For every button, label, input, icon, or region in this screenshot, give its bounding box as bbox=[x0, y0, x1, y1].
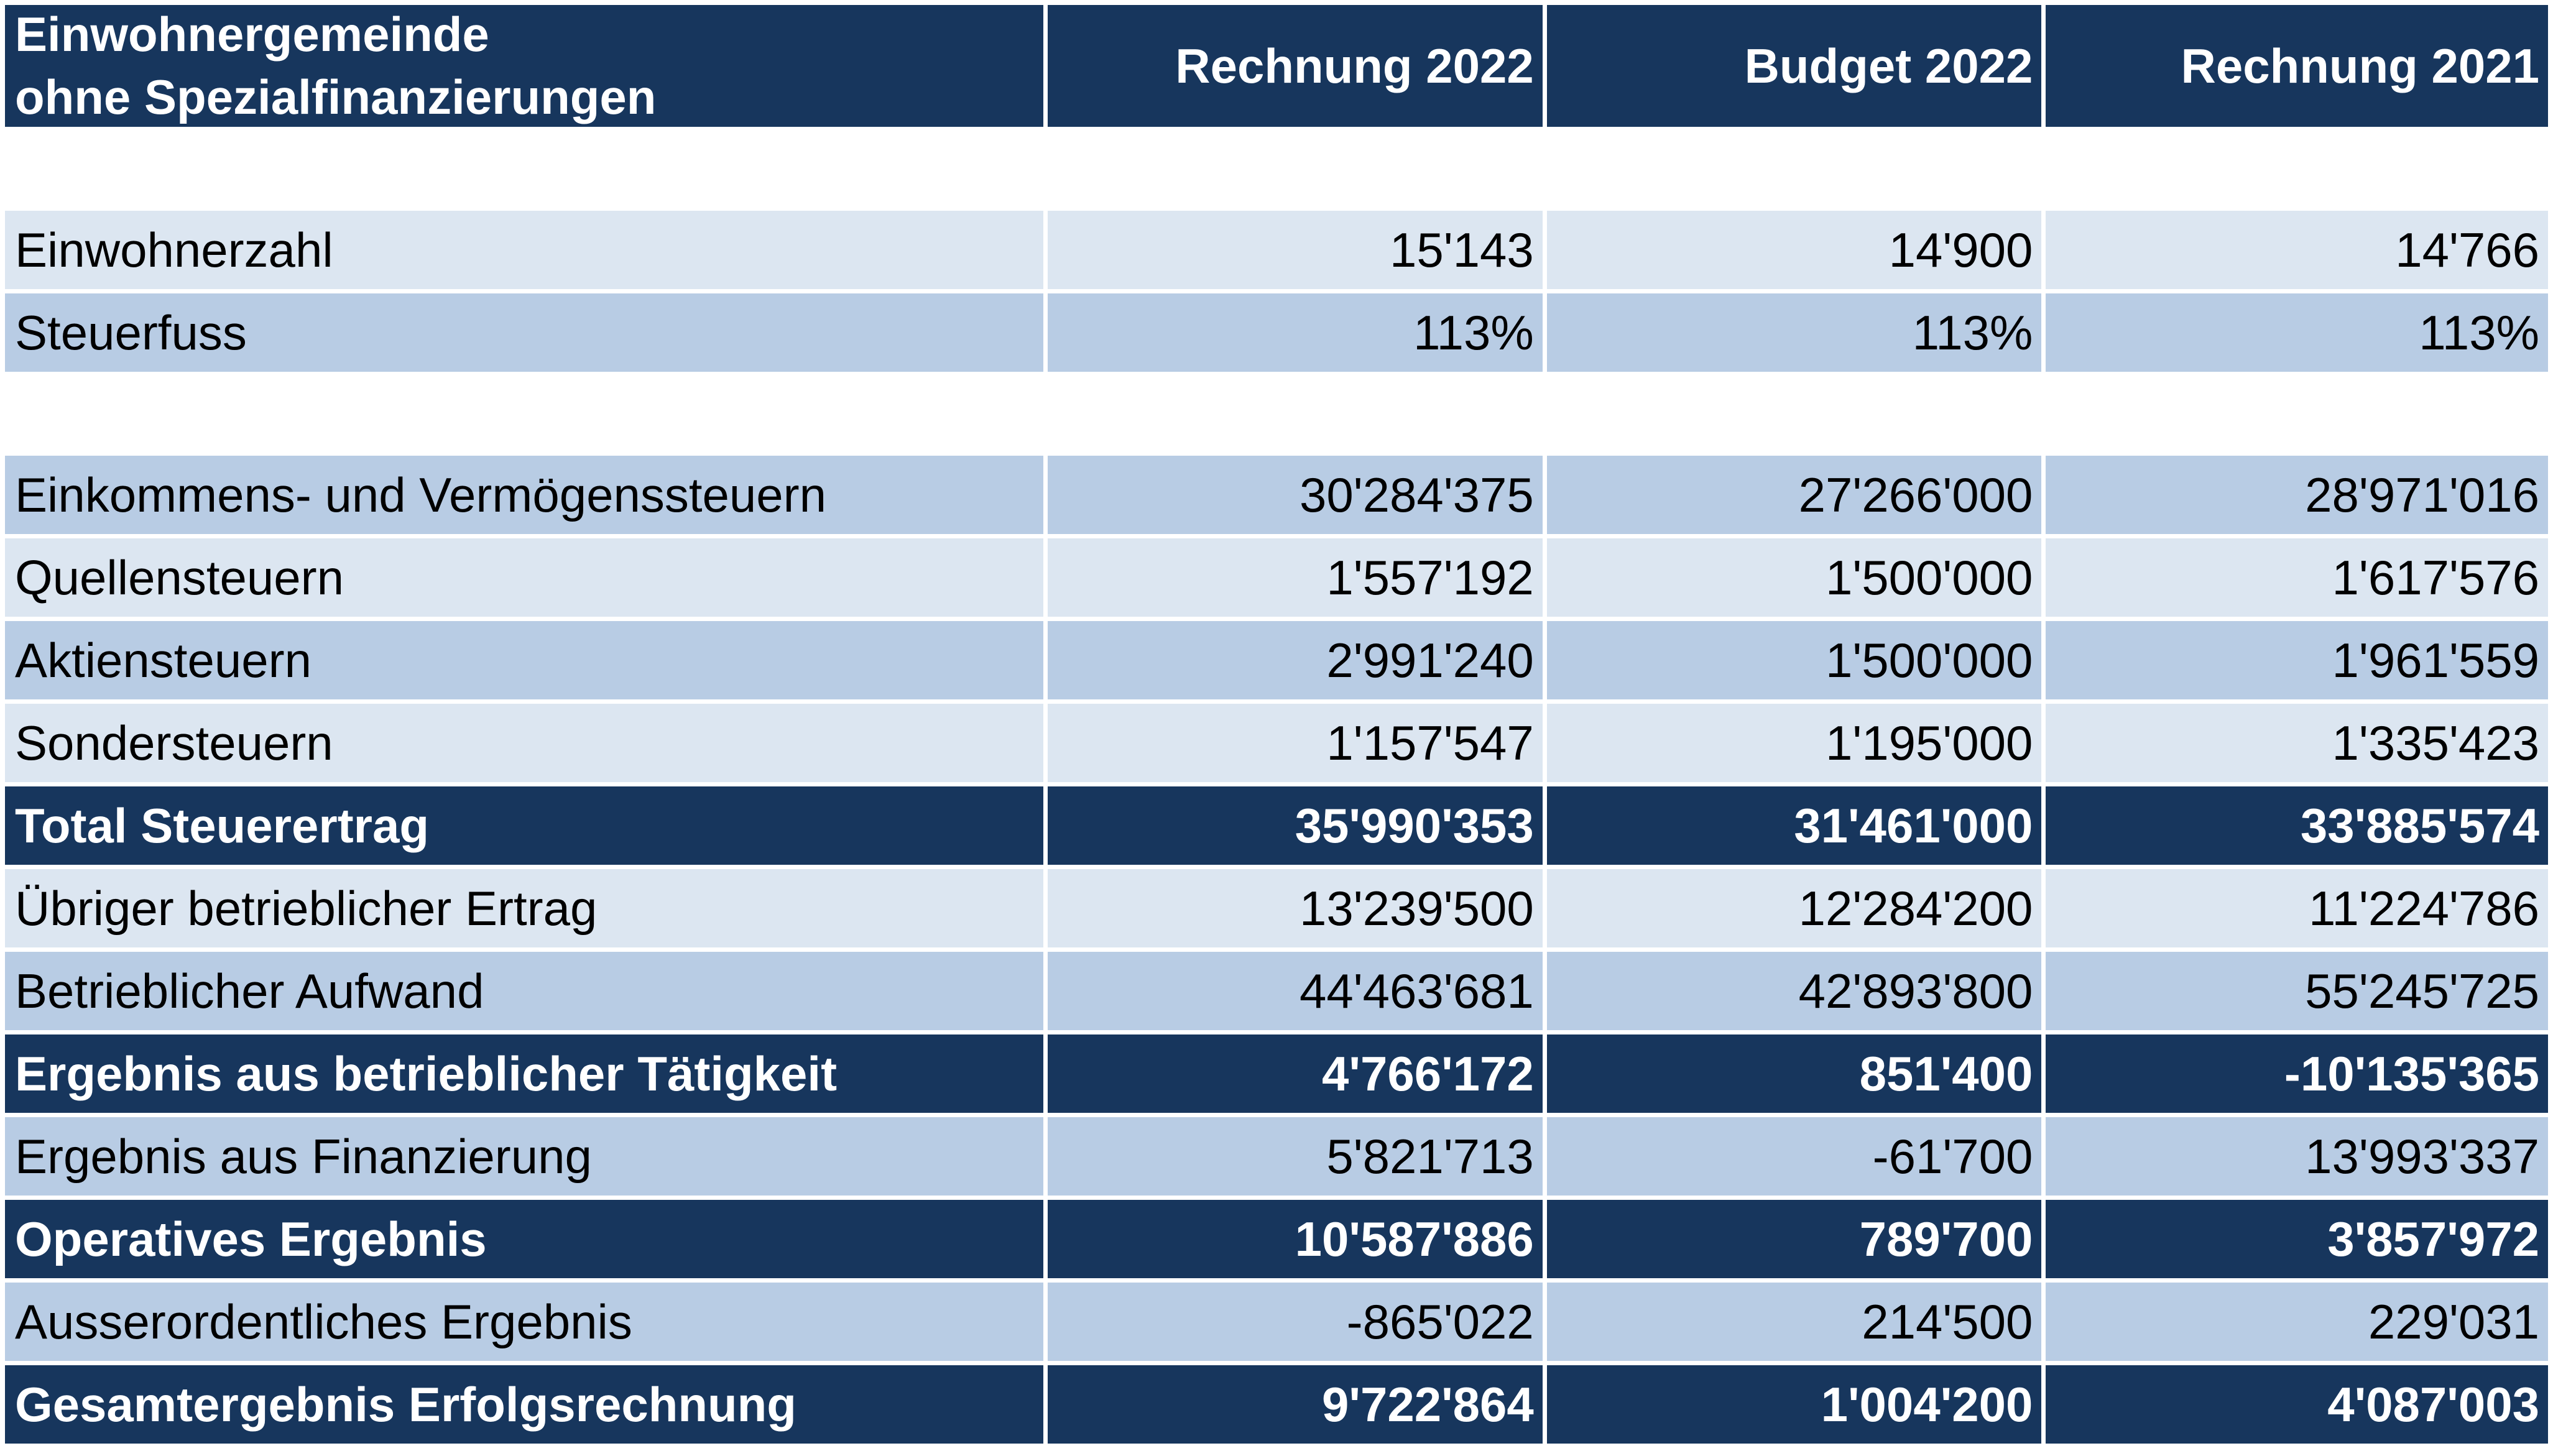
row-value-rechnung-2021: 13'993'337 bbox=[2046, 1117, 2548, 1196]
row-value-budget-2022: 851'400 bbox=[1547, 1034, 2042, 1113]
row-value-rechnung-2022: 35'990'353 bbox=[1048, 786, 1543, 865]
row-value-budget-2022: 12'284'200 bbox=[1547, 869, 2042, 947]
row-value-rechnung-2022: 10'587'886 bbox=[1048, 1200, 1543, 1278]
row-value-budget-2022: 14'900 bbox=[1547, 211, 2042, 289]
row-value-budget-2022: 31'461'000 bbox=[1547, 786, 2042, 865]
row-value-rechnung-2022: 5'821'713 bbox=[1048, 1117, 1543, 1196]
row-value-rechnung-2022: 2'991'240 bbox=[1048, 621, 1543, 699]
table-row-ergebnis-betrieblich bbox=[5, 1034, 2548, 1113]
row-label: Ausserordentliches Ergebnis bbox=[5, 1283, 1043, 1361]
header-rechnung-2021: Rechnung 2021 bbox=[2046, 5, 2548, 127]
row-label: Betrieblicher Aufwand bbox=[5, 952, 1043, 1030]
row-value-rechnung-2021: 1'961'559 bbox=[2046, 621, 2548, 699]
row-value-rechnung-2021: 1'617'576 bbox=[2046, 538, 2548, 617]
row-value-budget-2022: 1'500'000 bbox=[1547, 621, 2042, 699]
row-value-rechnung-2021: 1'335'423 bbox=[2046, 704, 2548, 782]
row-value-rechnung-2022: 113% bbox=[1048, 293, 1543, 372]
row-label: Operatives Ergebnis bbox=[5, 1200, 1043, 1278]
header-title-line1: Einwohnergemeinde bbox=[15, 6, 489, 62]
table-row-total-steuerertrag bbox=[5, 786, 2548, 865]
row-label: Ergebnis aus Finanzierung bbox=[5, 1117, 1043, 1196]
row-label: Einkommens- und Vermögenssteuern bbox=[5, 456, 1043, 534]
header-title-cell bbox=[5, 5, 1043, 127]
row-value-rechnung-2021: 229'031 bbox=[2046, 1283, 2548, 1361]
row-value-budget-2022: 1'500'000 bbox=[1547, 538, 2042, 617]
row-value-rechnung-2022: 1'557'192 bbox=[1048, 538, 1543, 617]
row-value-rechnung-2022: 13'239'500 bbox=[1048, 869, 1543, 947]
table-header-row bbox=[5, 5, 2548, 127]
row-value-budget-2022: -61'700 bbox=[1547, 1117, 2042, 1196]
table-row-einwohnerzahl bbox=[5, 211, 2548, 289]
row-value-rechnung-2021: 3'857'972 bbox=[2046, 1200, 2548, 1278]
table-row-sondersteuern bbox=[5, 704, 2548, 782]
row-label: Quellensteuern bbox=[5, 538, 1043, 617]
row-value-rechnung-2021: 33'885'574 bbox=[2046, 786, 2548, 865]
row-label: Gesamtergebnis Erfolgsrechnung bbox=[5, 1365, 1043, 1444]
row-value-budget-2022: 214'500 bbox=[1547, 1283, 2042, 1361]
row-value-rechnung-2022: 1'157'547 bbox=[1048, 704, 1543, 782]
row-value-rechnung-2021: 11'224'786 bbox=[2046, 869, 2548, 947]
table-row-operatives-ergebnis bbox=[5, 1200, 2548, 1278]
table-row-uebriger-ertrag bbox=[5, 869, 2548, 947]
row-value-rechnung-2021: 55'245'725 bbox=[2046, 952, 2548, 1030]
row-label: Sondersteuern bbox=[5, 704, 1043, 782]
row-label: Aktiensteuern bbox=[5, 621, 1043, 699]
row-value-rechnung-2021: 4'087'003 bbox=[2046, 1365, 2548, 1444]
row-label: Total Steuerertrag bbox=[5, 786, 1043, 865]
table-row-steuerfuss bbox=[5, 293, 2548, 372]
row-value-rechnung-2021: -10'135'365 bbox=[2046, 1034, 2548, 1113]
header-rechnung-2022: Rechnung 2022 bbox=[1048, 5, 1543, 127]
row-value-budget-2022: 1'195'000 bbox=[1547, 704, 2042, 782]
row-label: Ergebnis aus betrieblicher Tätigkeit bbox=[5, 1034, 1043, 1113]
spacer-row bbox=[5, 376, 2548, 456]
row-value-rechnung-2021: 28'971'016 bbox=[2046, 456, 2548, 534]
row-value-rechnung-2022: -865'022 bbox=[1048, 1283, 1543, 1361]
row-value-rechnung-2022: 30'284'375 bbox=[1048, 456, 1543, 534]
row-label: Steuerfuss bbox=[5, 293, 1043, 372]
table-row-ergebnis-finanzierung bbox=[5, 1117, 2548, 1196]
table-row-quellensteuern bbox=[5, 538, 2548, 617]
row-label: Einwohnerzahl bbox=[5, 211, 1043, 289]
row-label: Übriger betrieblicher Ertrag bbox=[5, 869, 1043, 947]
table-row-ausserordentliches-ergebnis bbox=[5, 1283, 2548, 1361]
row-value-rechnung-2021: 14'766 bbox=[2046, 211, 2548, 289]
row-value-rechnung-2021: 113% bbox=[2046, 293, 2548, 372]
row-value-budget-2022: 113% bbox=[1547, 293, 2042, 372]
row-value-budget-2022: 42'893'800 bbox=[1547, 952, 2042, 1030]
row-value-rechnung-2022: 44'463'681 bbox=[1048, 952, 1543, 1030]
spacer-row bbox=[5, 131, 2548, 211]
financial-summary-table bbox=[5, 5, 2548, 1448]
row-value-rechnung-2022: 4'766'172 bbox=[1048, 1034, 1543, 1113]
table-row-einkommenssteuern bbox=[5, 456, 2548, 534]
table-row-aktiensteuern bbox=[5, 621, 2548, 699]
header-budget-2022: Budget 2022 bbox=[1547, 5, 2042, 127]
table-row-gesamtergebnis bbox=[5, 1365, 2548, 1444]
row-value-budget-2022: 789'700 bbox=[1547, 1200, 2042, 1278]
table-row-betrieblicher-aufwand bbox=[5, 952, 2548, 1030]
row-value-rechnung-2022: 15'143 bbox=[1048, 211, 1543, 289]
row-value-budget-2022: 1'004'200 bbox=[1547, 1365, 2042, 1444]
header-title-line2: ohne Spezialfinanzierungen bbox=[15, 70, 657, 124]
row-value-budget-2022: 27'266'000 bbox=[1547, 456, 2042, 534]
row-value-rechnung-2022: 9'722'864 bbox=[1048, 1365, 1543, 1444]
